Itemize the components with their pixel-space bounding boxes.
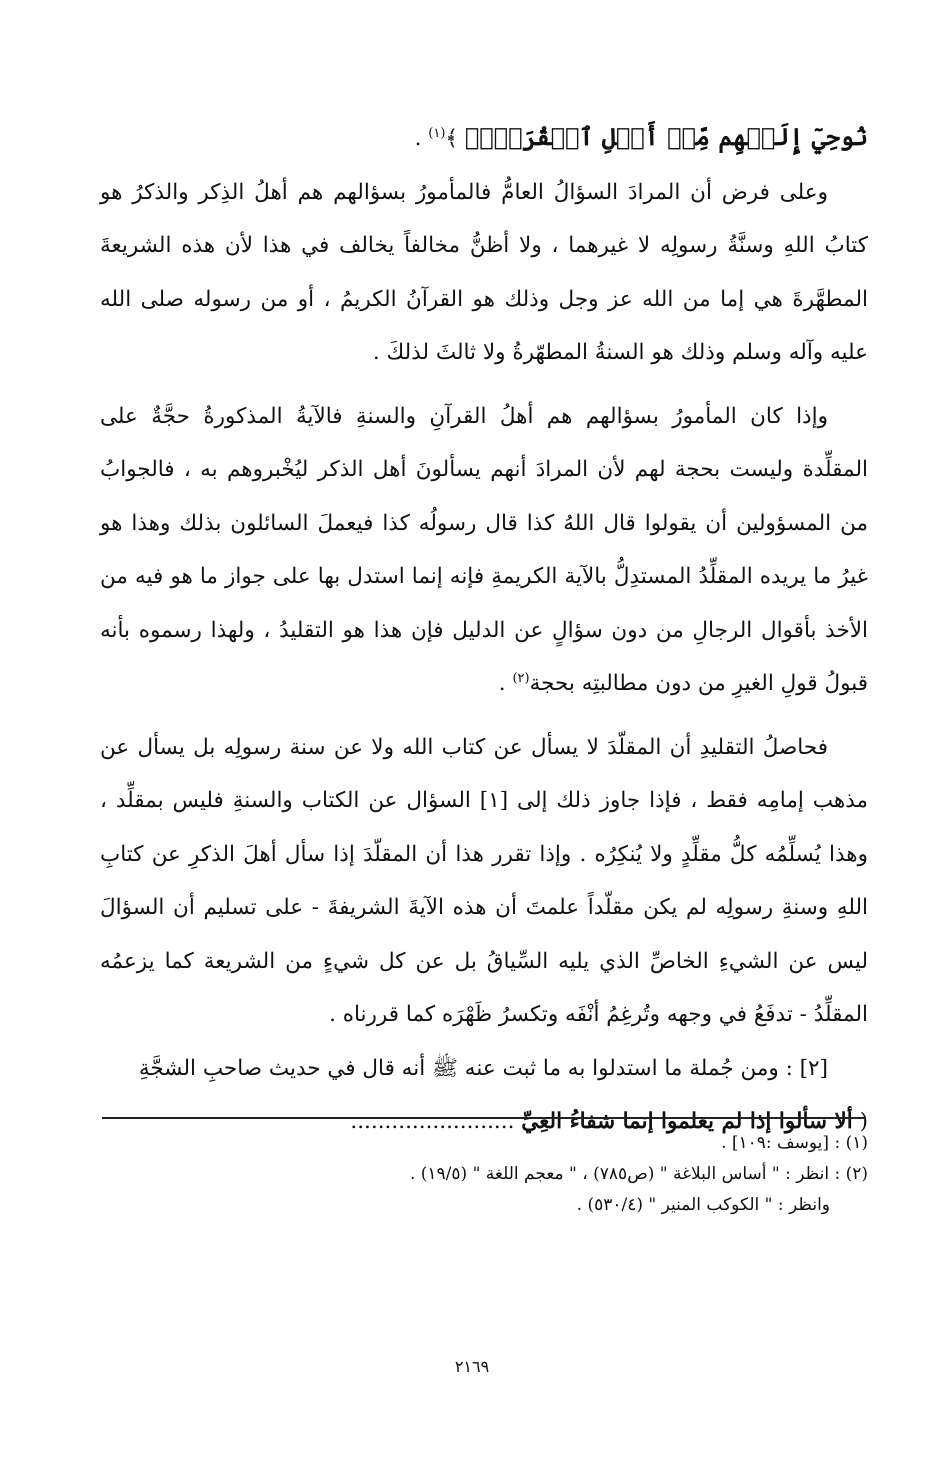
- paragraph-2-period: .: [498, 671, 506, 696]
- continuation-dots: ........................: [350, 1109, 515, 1134]
- quranic-verse: نُوحِيٓ إِلَيۡهِم مِّنۡ أَهۡلِ ٱلۡقُرَىٰٓۗ: [464, 122, 868, 151]
- footnote-1: (١) : [يوسف :١٠٩] .: [721, 1133, 868, 1153]
- footnotes: [100, 1128, 868, 1221]
- hadith-text: ألا سألوا إذا لم يعلموا إنما شفاءُ العِيِّ: [521, 1109, 853, 1134]
- footnote-2-continued: وانظر : " الكوكب المنير " (٥٣٠/٤) .: [576, 1195, 830, 1215]
- paragraph-2-text: وإذا كان المأمورُ بسؤالهم هم أهلُ القرآنِ والسنةِ فالآيةُ المذكورةُ حجَّةٌ على المقلِّدة وليست بحجة لهم لأن المرادَ أنهم يسألونَ أهل الذكر ليُخْبروهم به ، فالجوابُ من المسؤولين أن يقولوا قال اللهُ كذا قال رسولُه كذا فيعملَ السائلون بذلك وهذا هو غيرُ ما يريده المقلِّدُ المستدِلُّ بالآية الكريمةِ فإنه إنما استدل بها على جواز ما هو فيه من الأخذ بأقوال الرجالِ من دون سؤالٍ عن الدليل فإن هذا هو التقليدُ ، ولهذا رسموه بأنه قبولُ قولِ الغيرِ من دون مطالبتِه بحجة: [100, 403, 868, 696]
- footnote-ref-2: (٢): [512, 670, 530, 686]
- verse-bracket: ﴾: [445, 126, 459, 151]
- paragraph-1: وعلى فرض أن المرادَ السؤالُ العامُّ فالمأمورُ بسؤالهم هم أهلُ الذِكر والذكرُ هو كتابُ اللهِ وسنَّةُ رسولِه لا غيرهما ، ولا أظنُّ مخالفاً يخالف في هذا لأن هذه الشريعةَ المطهَّرةَ هي إما من الله عز وجل وذلك هو القرآنُ الكريمُ ، أو من رسوله صلى الله عليه وآله وسلم وذلك هو السنةُ المطهّرةُ ولا ثالثَ لذلكَ .: [100, 179, 868, 365]
- paragraph-2: [100, 390, 868, 711]
- verse-period: .: [414, 126, 422, 151]
- footnote-ref-1: (١): [428, 125, 446, 141]
- paragraph-3: فحاصلُ التقليدِ أن المقلّدَ لا يسأل عن كتاب الله ولا عن سنة رسولِه بل يسأل عن مذهب إمامِه فقط ، فإذا جاوز ذلك إلى [١] السؤال عن الكتاب والسنةِ فليس بمقلِّد ، وهذا يُسلِّمُه كلُّ مقلِّدٍ ولا يُنكِرُه . وإذا تقرر هذا أن المقلّدَ إذا سأل أهلَ الذكرِ عن كتابِ اللهِ وسنةِ رسولِه لم يكن مقلّداً علمتَ أن هذه الآيةَ الشريفةَ - على تسليم أن السؤالَ ليس عن الشيءِ الخاصِّ الذي يليه السِّياقُ بل عن كل شيءٍ من الشريعة كما يزعمُه المقلِّدُ - تدفَعُ في وجهه وتُرغِمُ أنْفَه وتكسرُ ظَهْرَه كما قررناه .: [100, 734, 868, 1027]
- hadith-open-paren: (: [859, 1109, 868, 1134]
- paragraph-4: [٢] : ومن جُملة ما استدلوا به ما ثبت عنه ﷺ أنه قال في حديث صاحبِ الشجَّةِ: [138, 1055, 828, 1081]
- footnote-2: (٢) : انظر : " أساس البلاغة " (ص٧٨٥) ، " معجم اللغة " (١٩/٥) .: [409, 1164, 868, 1184]
- main-text: [100, 110, 868, 1149]
- verse-line: [100, 110, 868, 166]
- page-number: ٢١٦٩: [454, 1357, 490, 1376]
- footnote-divider: [102, 1117, 866, 1119]
